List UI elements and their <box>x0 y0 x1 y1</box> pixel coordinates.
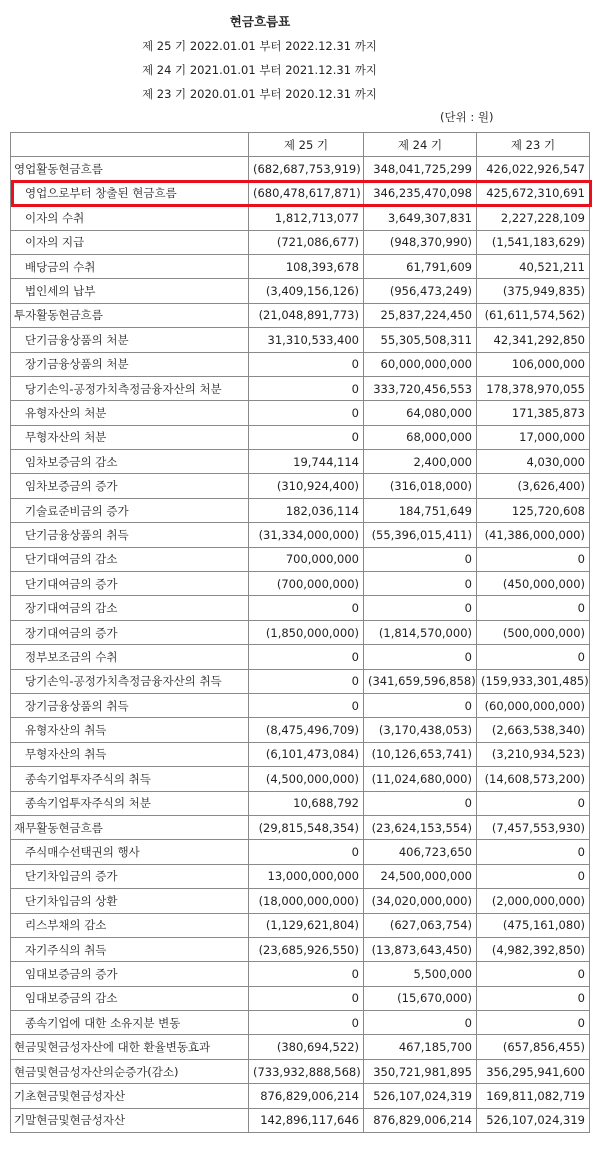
table-row <box>11 742 590 766</box>
row-value: 346,235,470,098 <box>364 181 477 205</box>
table-row <box>11 1035 590 1059</box>
row-value: (341,659,596,858) <box>364 669 477 693</box>
table-row <box>11 889 590 913</box>
row-value: (3,170,438,053) <box>364 718 477 742</box>
row-value: 0 <box>477 596 590 620</box>
row-value: 0 <box>477 791 590 815</box>
row-label: 리스부채의 감소 <box>11 913 249 937</box>
row-value: (375,949,835) <box>477 279 590 303</box>
row-label: 임대보증금의 감소 <box>11 986 249 1010</box>
row-value: 13,000,000,000 <box>249 864 364 888</box>
row-value: (500,000,000) <box>477 620 590 644</box>
row-label: 임차보증금의 증가 <box>11 474 249 498</box>
table-row <box>11 450 590 474</box>
row-value: (316,018,000) <box>364 474 477 498</box>
row-value: 0 <box>364 547 477 571</box>
row-value: 0 <box>249 352 364 376</box>
row-value: 125,720,608 <box>477 498 590 522</box>
row-label: 법인세의 납부 <box>11 279 249 303</box>
row-label: 영업활동현금흐름 <box>11 157 249 181</box>
table-row <box>11 791 590 815</box>
row-value: (1,129,621,804) <box>249 913 364 937</box>
row-value: (1,814,570,000) <box>364 620 477 644</box>
row-value: 0 <box>477 1011 590 1035</box>
row-label: 단기금융상품의 취득 <box>11 523 249 547</box>
row-value: (4,982,392,850) <box>477 937 590 961</box>
row-value: (700,000,000) <box>249 572 364 596</box>
row-value: (13,873,643,450) <box>364 937 477 961</box>
table-row <box>11 206 590 230</box>
row-value: (1,850,000,000) <box>249 620 364 644</box>
table-row <box>11 157 590 181</box>
row-value: 142,896,117,646 <box>249 1108 364 1132</box>
row-value: 0 <box>477 645 590 669</box>
row-value: (310,924,400) <box>249 474 364 498</box>
row-value: (3,210,934,523) <box>477 742 590 766</box>
row-value: 526,107,024,319 <box>477 1108 590 1132</box>
row-value: (956,473,249) <box>364 279 477 303</box>
row-value: 0 <box>249 840 364 864</box>
table-row <box>11 1108 590 1132</box>
row-value: 61,791,609 <box>364 254 477 278</box>
table-row <box>11 645 590 669</box>
row-value: 0 <box>364 693 477 717</box>
row-value: 348,041,725,299 <box>364 157 477 181</box>
row-label: 단기대여금의 증가 <box>11 572 249 596</box>
row-value: (721,086,677) <box>249 230 364 254</box>
row-label: 당기손익-공정가치측정금융자산의 처분 <box>11 376 249 400</box>
row-label: 장기대여금의 증가 <box>11 620 249 644</box>
row-label: 배당금의 수취 <box>11 254 249 278</box>
row-value: (21,048,891,773) <box>249 303 364 327</box>
table-row <box>11 937 590 961</box>
row-value: 876,829,006,214 <box>249 1084 364 1108</box>
row-value: (1,541,183,629) <box>477 230 590 254</box>
row-value: 0 <box>249 645 364 669</box>
table-row <box>11 596 590 620</box>
row-value: 1,812,713,077 <box>249 206 364 230</box>
row-label: 유형자산의 처분 <box>11 401 249 425</box>
table-row <box>11 376 590 400</box>
row-value: 4,030,000 <box>477 450 590 474</box>
table-row <box>11 425 590 449</box>
table-row <box>11 1084 590 1108</box>
row-value: 0 <box>249 425 364 449</box>
row-value: 169,811,082,719 <box>477 1084 590 1108</box>
row-value: 0 <box>364 645 477 669</box>
row-value: (627,063,754) <box>364 913 477 937</box>
period-line-25: 제 25 기 2022.01.01 부터 2022.12.31 까지 <box>142 39 377 53</box>
row-label: 이자의 수취 <box>11 206 249 230</box>
table-row <box>11 279 590 303</box>
row-value: 356,295,941,600 <box>477 1059 590 1083</box>
row-value: 467,185,700 <box>364 1035 477 1059</box>
row-value: (3,626,400) <box>477 474 590 498</box>
row-value: (2,000,000,000) <box>477 889 590 913</box>
table-row <box>11 230 590 254</box>
row-label: 현금및현금성자산에 대한 환율변동효과 <box>11 1035 249 1059</box>
table-row <box>11 401 590 425</box>
row-value: 426,022,926,547 <box>477 157 590 181</box>
table-row <box>11 840 590 864</box>
row-label: 현금및현금성자산의순증가(감소) <box>11 1059 249 1083</box>
table-row <box>11 962 590 986</box>
row-value: 0 <box>364 791 477 815</box>
row-label: 단기금융상품의 처분 <box>11 328 249 352</box>
row-label: 당기손익-공정가치측정금융자산의 취득 <box>11 669 249 693</box>
table-row <box>11 523 590 547</box>
row-value: 0 <box>249 986 364 1010</box>
row-value: 350,721,981,895 <box>364 1059 477 1083</box>
table-row <box>11 547 590 571</box>
row-value: (4,500,000,000) <box>249 767 364 791</box>
row-value: (18,000,000,000) <box>249 889 364 913</box>
table-row <box>11 1059 590 1083</box>
row-value: (2,663,538,340) <box>477 718 590 742</box>
table-row <box>11 693 590 717</box>
table-row <box>11 572 590 596</box>
row-value: 0 <box>364 1011 477 1035</box>
table-row <box>11 498 590 522</box>
table-header-row <box>11 133 590 157</box>
row-label: 자기주식의 취득 <box>11 937 249 961</box>
row-label: 장기대여금의 감소 <box>11 596 249 620</box>
unit-label: (단위 : 원) <box>440 110 494 124</box>
row-value: 876,829,006,214 <box>364 1108 477 1132</box>
cash-flow-table <box>10 132 590 1133</box>
row-label: 재무활동현금흐름 <box>11 815 249 839</box>
table-row <box>11 1011 590 1035</box>
row-value: 60,000,000,000 <box>364 352 477 376</box>
table-row <box>11 328 590 352</box>
row-value: 40,521,211 <box>477 254 590 278</box>
row-label: 임대보증금의 증가 <box>11 962 249 986</box>
row-value: 0 <box>364 596 477 620</box>
row-value: 3,649,307,831 <box>364 206 477 230</box>
statement-title: 현금흐름표 <box>229 14 291 29</box>
row-value: (8,475,496,709) <box>249 718 364 742</box>
row-value: 425,672,310,691 <box>477 181 590 205</box>
row-label: 종속기업에 대한 소유지분 변동 <box>11 1011 249 1035</box>
row-label: 영업으로부터 창출된 현금흐름 <box>11 181 249 205</box>
row-label: 무형자산의 처분 <box>11 425 249 449</box>
row-value: 0 <box>249 669 364 693</box>
period-line-23: 제 23 기 2020.01.01 부터 2020.12.31 까지 <box>142 87 377 101</box>
row-value: 108,393,678 <box>249 254 364 278</box>
row-value: 700,000,000 <box>249 547 364 571</box>
row-value: (6,101,473,084) <box>249 742 364 766</box>
table-row <box>11 669 590 693</box>
row-value: 68,000,000 <box>364 425 477 449</box>
row-label: 임차보증금의 감소 <box>11 450 249 474</box>
row-value: 2,227,228,109 <box>477 206 590 230</box>
row-value: 0 <box>249 1011 364 1035</box>
row-label: 기초현금및현금성자산 <box>11 1084 249 1108</box>
row-value: 55,305,508,311 <box>364 328 477 352</box>
row-value: 0 <box>477 840 590 864</box>
row-value: (15,670,000) <box>364 986 477 1010</box>
row-label: 단기대여금의 감소 <box>11 547 249 571</box>
header-cell-label <box>11 133 249 157</box>
row-value: 0 <box>249 596 364 620</box>
header-cell-period-23: 제 23 기 <box>477 133 590 157</box>
row-value: (733,932,888,568) <box>249 1059 364 1083</box>
table-row <box>11 864 590 888</box>
row-value: (41,386,000,000) <box>477 523 590 547</box>
table-row <box>11 815 590 839</box>
table-row <box>11 620 590 644</box>
row-value: 0 <box>249 962 364 986</box>
row-value: (55,396,015,411) <box>364 523 477 547</box>
row-value: 42,341,292,850 <box>477 328 590 352</box>
row-value: 5,500,000 <box>364 962 477 986</box>
row-value: 0 <box>477 962 590 986</box>
row-value: 0 <box>249 401 364 425</box>
table-row <box>11 352 590 376</box>
row-value: (450,000,000) <box>477 572 590 596</box>
row-value: 178,378,970,055 <box>477 376 590 400</box>
header-cell-period-24: 제 24 기 <box>364 133 477 157</box>
row-label: 이자의 지급 <box>11 230 249 254</box>
table-row <box>11 181 590 205</box>
row-label: 주식매수선택권의 행사 <box>11 840 249 864</box>
row-label: 종속기업투자주식의 처분 <box>11 791 249 815</box>
row-value: 0 <box>477 986 590 1010</box>
row-value: (61,611,574,562) <box>477 303 590 327</box>
table-row <box>11 986 590 1010</box>
row-value: (10,126,653,741) <box>364 742 477 766</box>
row-label: 기말현금및현금성자산 <box>11 1108 249 1132</box>
row-value: 24,500,000,000 <box>364 864 477 888</box>
header-cell-period-25: 제 25 기 <box>249 133 364 157</box>
table-row <box>11 913 590 937</box>
row-value: (29,815,548,354) <box>249 815 364 839</box>
row-value: 0 <box>249 693 364 717</box>
row-value: 184,751,649 <box>364 498 477 522</box>
row-value: 19,744,114 <box>249 450 364 474</box>
row-value: 171,385,873 <box>477 401 590 425</box>
table-row <box>11 474 590 498</box>
row-label: 단기차입금의 상환 <box>11 889 249 913</box>
row-label: 유형자산의 취득 <box>11 718 249 742</box>
row-label: 기술료준비금의 증가 <box>11 498 249 522</box>
row-value: 406,723,650 <box>364 840 477 864</box>
row-value: 526,107,024,319 <box>364 1084 477 1108</box>
row-value: (7,457,553,930) <box>477 815 590 839</box>
row-value: (680,478,617,871) <box>249 181 364 205</box>
row-value: (60,000,000,000) <box>477 693 590 717</box>
row-value: 0 <box>249 376 364 400</box>
row-value: 182,036,114 <box>249 498 364 522</box>
row-value: (23,685,926,550) <box>249 937 364 961</box>
row-value: 31,310,533,400 <box>249 328 364 352</box>
row-label: 종속기업투자주식의 취득 <box>11 767 249 791</box>
row-value: (23,624,153,554) <box>364 815 477 839</box>
row-value: 333,720,456,553 <box>364 376 477 400</box>
row-value: 64,080,000 <box>364 401 477 425</box>
row-label: 장기금융상품의 취득 <box>11 693 249 717</box>
table-row <box>11 254 590 278</box>
row-label: 무형자산의 취득 <box>11 742 249 766</box>
row-value: 10,688,792 <box>249 791 364 815</box>
table-row <box>11 303 590 327</box>
row-value: (159,933,301,485) <box>477 669 590 693</box>
row-label: 정부보조금의 수취 <box>11 645 249 669</box>
table-row <box>11 767 590 791</box>
row-value: (31,334,000,000) <box>249 523 364 547</box>
row-value: (657,856,455) <box>477 1035 590 1059</box>
row-value: 0 <box>477 547 590 571</box>
row-value: (475,161,080) <box>477 913 590 937</box>
row-value: (14,608,573,200) <box>477 767 590 791</box>
row-label: 장기금융상품의 처분 <box>11 352 249 376</box>
row-value: (11,024,680,000) <box>364 767 477 791</box>
row-value: 0 <box>477 864 590 888</box>
row-label: 단기차입금의 증가 <box>11 864 249 888</box>
row-value: 106,000,000 <box>477 352 590 376</box>
row-value: 2,400,000 <box>364 450 477 474</box>
row-value: (380,694,522) <box>249 1035 364 1059</box>
row-value: 0 <box>364 572 477 596</box>
row-label: 투자활동현금흐름 <box>11 303 249 327</box>
table-row <box>11 718 590 742</box>
row-value: (948,370,990) <box>364 230 477 254</box>
row-value: 17,000,000 <box>477 425 590 449</box>
table-body <box>11 157 590 1133</box>
row-value: 25,837,224,450 <box>364 303 477 327</box>
row-value: (3,409,156,126) <box>249 279 364 303</box>
row-value: (34,020,000,000) <box>364 889 477 913</box>
row-value: (682,687,753,919) <box>249 157 364 181</box>
period-line-24: 제 24 기 2021.01.01 부터 2021.12.31 까지 <box>142 63 377 77</box>
